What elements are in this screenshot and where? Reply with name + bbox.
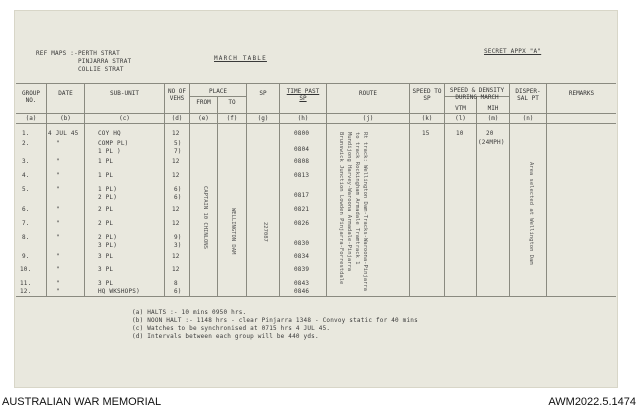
document-sheet bbox=[14, 10, 618, 388]
header-place-from: FROM bbox=[196, 99, 211, 106]
col-letter: (l) bbox=[455, 115, 466, 122]
col-letter: (m) bbox=[487, 115, 499, 122]
row-sub-unit: 1 PL bbox=[98, 158, 114, 165]
row-group-no: 10. bbox=[20, 266, 32, 273]
row-sub-unit: 1 PL ) bbox=[98, 148, 121, 155]
row-time: 0846 bbox=[294, 288, 310, 295]
row-sub-unit: COMP PL) bbox=[98, 140, 129, 147]
dispersal-vertical: Area selected at Wellington Dam bbox=[528, 162, 534, 265]
ref-map-collie: COLLIE STRAT bbox=[78, 66, 124, 73]
mih-note: (24MPH) bbox=[478, 139, 505, 146]
row-date: " bbox=[56, 234, 60, 241]
row-time: 0813 bbox=[294, 172, 310, 179]
col-divider bbox=[217, 96, 218, 296]
col-letter: (e) bbox=[198, 115, 209, 122]
col-letter: (g) bbox=[257, 115, 269, 122]
header-sp: SP bbox=[259, 90, 267, 97]
row-date: " bbox=[56, 280, 60, 287]
row-sub-unit: HQ WKSHOPS) bbox=[98, 288, 140, 295]
col-letter: (a) bbox=[25, 115, 37, 122]
row-vehs: 3) bbox=[174, 242, 182, 249]
header-speed-density: SPEED & DENSITY DURING MARCH bbox=[449, 87, 505, 101]
row-group-no: 6. bbox=[22, 206, 30, 213]
row-date: " bbox=[56, 220, 60, 227]
col-letter: (n) bbox=[522, 115, 534, 122]
header-group-no: GROUP NO. bbox=[21, 90, 41, 104]
header-sub-unit: SUB-UNIT bbox=[110, 90, 139, 97]
sp-vertical: 227087 bbox=[262, 222, 268, 242]
archive-footer bbox=[0, 396, 640, 411]
row-group-no: 8. bbox=[22, 234, 30, 241]
row-date: " bbox=[56, 186, 60, 193]
col-letter: (j) bbox=[362, 115, 374, 122]
classification: SECRET APPX "A" bbox=[484, 48, 542, 55]
header-dispersal: DISPER-SAL PT bbox=[515, 88, 541, 102]
route-vertical: Rt track: Wellington Dam-Tracks-Waroona-Pinjarra to track Rockingham Armadale Tramtrack 1 Mundijong Harvey-Waroona Armadale-Pinjarra Brunswick Junction Lowden Pinjarra-Forrestdale bbox=[338, 132, 368, 291]
row-vehs: 7) bbox=[174, 148, 182, 155]
row-vehs: 12 bbox=[172, 158, 180, 165]
col-letter: (b) bbox=[60, 115, 71, 122]
row-group-no: 7. bbox=[22, 220, 30, 227]
row-date: " bbox=[56, 253, 60, 260]
row-group-no: 3. bbox=[22, 158, 30, 165]
row-date: " bbox=[56, 266, 60, 273]
col-letter: (k) bbox=[421, 115, 433, 122]
header-date: DATE bbox=[58, 90, 73, 97]
header-bottom-rule bbox=[16, 113, 616, 114]
row-date: " bbox=[56, 140, 60, 147]
col-letter: (h) bbox=[297, 115, 309, 122]
col-letter: (d) bbox=[171, 115, 183, 122]
row-vehs: 12 bbox=[172, 206, 180, 213]
ref-map-perth: PERTH STRAT bbox=[78, 50, 120, 57]
row-vehs: 12 bbox=[172, 266, 180, 273]
row-sub-unit: 3 PL bbox=[98, 266, 114, 273]
row-date: " bbox=[56, 206, 60, 213]
table-bottom-rule bbox=[16, 296, 616, 297]
row-vehs: 6) bbox=[174, 194, 182, 201]
row-vehs: 12 bbox=[172, 220, 180, 227]
row-sub-unit: 2 PL bbox=[98, 206, 114, 213]
row-time: 0821 bbox=[294, 206, 310, 213]
speed-to-sp-value: 15 bbox=[422, 130, 430, 137]
header-place-to: TO bbox=[228, 99, 236, 106]
row-time: 0839 bbox=[294, 266, 310, 273]
row-date: " bbox=[56, 288, 60, 295]
note-a: (a) HALTS :- 10 mins 0950 hrs. bbox=[132, 309, 247, 316]
row-sub-unit: 2 PL) bbox=[98, 234, 118, 241]
row-vehs: 5) bbox=[174, 140, 182, 147]
row-group-no: 1. bbox=[22, 130, 30, 137]
row-time: 0804 bbox=[294, 146, 310, 153]
row-vehs: 12 bbox=[172, 130, 180, 137]
col-letter: (c) bbox=[119, 115, 130, 122]
col-letter: (f) bbox=[226, 115, 238, 122]
row-date: 4 JUL 45 bbox=[48, 130, 79, 137]
archive-reference: AWM2022.5.1474 bbox=[548, 396, 636, 408]
note-b: (b) NOON HALT :- 1148 hrs - clear Pinjarra 1348 - Convoy static for 40 mins bbox=[132, 317, 418, 324]
row-time: 0826 bbox=[294, 220, 310, 227]
ref-map-pinjarra: PINJARRA STRAT bbox=[78, 58, 132, 65]
row-sub-unit: 2 PL bbox=[98, 220, 114, 227]
row-sub-unit: 3 PL bbox=[98, 253, 114, 260]
row-vehs: 12 bbox=[172, 172, 180, 179]
row-group-no: 2. bbox=[22, 140, 30, 147]
place-to-vertical: WELLINGTON DAM bbox=[230, 208, 236, 255]
row-time: 0830 bbox=[294, 240, 310, 247]
table-top-rule bbox=[16, 83, 616, 84]
row-time: 0834 bbox=[294, 253, 310, 260]
row-vehs: 8 bbox=[174, 280, 178, 287]
row-group-no: 11. bbox=[20, 280, 32, 287]
col-divider bbox=[546, 83, 547, 296]
place-from-vertical: CAPTAIN 10 CHINLONS bbox=[202, 186, 208, 249]
row-sub-unit: 2 PL) bbox=[98, 194, 118, 201]
mih-value: 20 bbox=[486, 130, 494, 137]
row-sub-unit: 1 PL bbox=[98, 172, 114, 179]
header-route: ROUTE bbox=[358, 90, 378, 97]
row-vehs: 6) bbox=[174, 288, 182, 295]
header-vtm: VTM bbox=[455, 105, 466, 112]
document-title: MARCH TABLE bbox=[214, 55, 267, 62]
row-sub-unit: COY HQ bbox=[98, 130, 121, 137]
row-group-no: 9. bbox=[22, 253, 30, 260]
row-time: 0843 bbox=[294, 280, 310, 287]
row-date: " bbox=[56, 172, 60, 179]
header-remarks: REMARKS bbox=[568, 90, 595, 97]
ref-maps-label: REF MAPS :- bbox=[36, 50, 78, 57]
header-speed-to-sp: SPEED TO SP bbox=[412, 88, 442, 102]
row-time: 0808 bbox=[294, 158, 310, 165]
row-sub-unit: 1 PL) bbox=[98, 186, 118, 193]
row-group-no: 4. bbox=[22, 172, 30, 179]
row-group-no: 12. bbox=[20, 288, 32, 295]
row-group-no: 5. bbox=[22, 186, 30, 193]
row-vehs: 6) bbox=[174, 186, 182, 193]
archive-name: AUSTRALIAN WAR MEMORIAL bbox=[2, 396, 162, 408]
row-vehs: 12 bbox=[172, 253, 180, 260]
note-d: (d) Intervals between each group will be 440 yds. bbox=[132, 333, 319, 340]
note-c: (c) Watches to be synchronised at 0715 hrs 4 JUL 45. bbox=[132, 325, 331, 332]
letters-bottom-rule bbox=[16, 123, 616, 124]
header-place: PLACE bbox=[208, 88, 228, 95]
row-sub-unit: 3 PL bbox=[98, 280, 114, 287]
vtm-value: 10 bbox=[456, 130, 464, 137]
col-divider bbox=[476, 96, 477, 296]
row-time: 0817 bbox=[294, 192, 310, 199]
row-time: 0800 bbox=[294, 130, 310, 137]
row-vehs: 9) bbox=[174, 234, 182, 241]
row-sub-unit: 3 PL) bbox=[98, 242, 118, 249]
header-time-past-sp: TIME PAST SP bbox=[286, 88, 320, 102]
row-date: " bbox=[56, 158, 60, 165]
header-mih: MIH bbox=[487, 105, 499, 112]
header-no-of-vehs: NO OF VEHS bbox=[167, 88, 187, 102]
